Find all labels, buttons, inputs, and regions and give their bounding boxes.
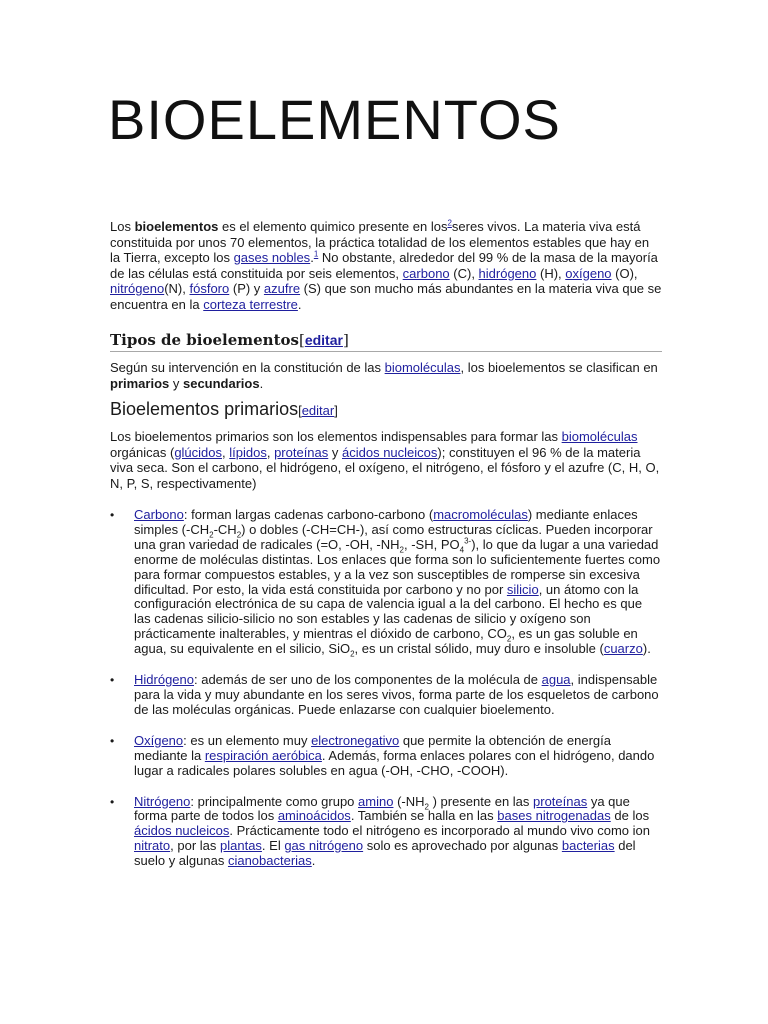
link-bacterias[interactable]: bacterias [561, 838, 615, 854]
link-proteinas[interactable]: proteínas [274, 444, 329, 460]
text: No obstante, alrededor del 99 % de la masa de la mayoría de las células está constituida por seis elementos, [110, 250, 658, 281]
link-cianobacterias[interactable]: cianobacterias [227, 853, 312, 869]
link-nitrogeno[interactable]: nitrógeno [110, 281, 165, 296]
link-cuarzo[interactable]: cuarzo [603, 641, 643, 657]
text: (C), [449, 265, 479, 281]
page-title: BIOELEMENTOS [108, 88, 561, 151]
edit-bracket: ] [334, 403, 338, 418]
text: seres vivos. La materia viva está constituida por unos 70 elementos, la práctica totalidad de los elementos estables que hay en la Tierra, excepto los [110, 219, 650, 265]
link-carbono[interactable]: Carbono [134, 507, 184, 522]
subscript: 2 [424, 802, 429, 812]
link-oxigeno[interactable]: Oxígeno [134, 732, 184, 748]
link-bases-nitrogenadas[interactable]: bases nitrogenadas [497, 808, 611, 824]
tipos-paragraph [110, 360, 662, 391]
link-aminoacidos[interactable]: aminoácidos [277, 808, 351, 824]
text: , es un cristal sólido, muy duro e insoluble ( [354, 641, 604, 657]
link-acidos-nucleicos[interactable]: ácidos nucleicos [134, 823, 230, 839]
link-macromoleculas[interactable]: macromoléculas [433, 507, 528, 522]
article-content [110, 219, 662, 885]
intro-paragraph [110, 219, 662, 312]
text: y [328, 444, 342, 460]
edit-link[interactable]: editar [304, 332, 343, 348]
text: . Además, forma enlaces polares con el hidrógeno, dando lugar a radicales polares solubles en agua (-OH, -CHO, -COOH). [134, 747, 655, 778]
link-agua[interactable]: agua [541, 672, 571, 688]
list-item-oxigeno [110, 734, 662, 779]
text: orgánicas ( [110, 444, 175, 460]
link-gases-nobles[interactable]: gases nobles [233, 250, 311, 265]
list-item-carbono [110, 508, 662, 657]
subscript: 2 [209, 530, 214, 540]
text: que permite la obtención de energía mediante la [134, 732, 611, 763]
link-biomoleculas[interactable]: biomoléculas [384, 360, 461, 375]
link-proteinas[interactable]: proteínas [533, 793, 588, 809]
text: del suelo y algunas [134, 838, 636, 869]
subscript: 2 [506, 634, 512, 644]
link-nitrogeno[interactable]: Nitrógeno [134, 793, 191, 809]
text: (O), [611, 265, 638, 281]
text: (-NH [393, 793, 425, 809]
bold-term: secundarios [182, 375, 260, 391]
text: solo es aprovechado por algunas [363, 838, 562, 854]
link-carbono[interactable]: carbono [402, 265, 450, 281]
edit-bracket: ] [342, 331, 349, 349]
text: de los [610, 808, 650, 824]
heading-text: Bioelementos primarios [110, 399, 299, 419]
text: y [169, 375, 183, 391]
text: : forman largas cadenas carbono-carbono ( [183, 507, 434, 522]
text: Los [110, 219, 135, 234]
superscript: 3- [464, 536, 472, 546]
link-hidrogeno[interactable]: hidrógeno [478, 265, 537, 281]
text: . El [261, 838, 285, 854]
link-electronegativo[interactable]: electronegativo [311, 732, 400, 748]
reference-link[interactable]: 2 [447, 218, 452, 228]
link-respiracion-aerobica[interactable]: respiración aeróbica [204, 747, 322, 763]
text: es el elemento quimico presente en los [218, 219, 448, 234]
text: , indispensable para la vida y muy abundante en los seres vivos, forma parte de los esqueletos de carbono de las moléculas orgánicas. Puede enlazarse con cualquier bioelemento. [134, 672, 659, 717]
text: : además de ser uno de los componentes de la molécula de [194, 672, 542, 688]
bullet-icon: • [110, 508, 115, 522]
text: . [297, 296, 302, 312]
link-acidos-nucleicos[interactable]: ácidos nucleicos [342, 444, 438, 460]
text: . [259, 375, 264, 391]
text: : principalmente como grupo [190, 793, 359, 809]
link-nitrato[interactable]: nitrato [134, 838, 171, 854]
text: (H), [536, 265, 566, 281]
text: , es un gas soluble en agua, su equivalente en el silicio, SiO [134, 626, 638, 657]
text: -CH [213, 521, 237, 537]
text: ) o dobles (-CH=CH-), así como estructuras cíclicas. Pueden incorporar una gran variedad de radicales (=O, -OH, -NH [134, 521, 653, 552]
link-silicio[interactable]: silicio [506, 581, 539, 597]
text: . [310, 250, 314, 265]
text: , [222, 444, 230, 460]
text: , un átomo con la configuración electrónica de su capa de valencia igual a la del carbono. El hecho es que las cadenas silicio-silicio no son estables y las cadenas de silicio y oxígeno son prácticamente inalterables, y mientras el dióxido de carbono, CO [134, 581, 643, 642]
text: ); constituyen el 96 % de la materia viva seca. Son el carbono, el hidrógeno, el oxígeno, el nitrógeno, el fósforo y el azufre (C, H, O, N, P, S, respectivamente) [110, 444, 660, 491]
reference-link[interactable]: 1 [313, 249, 319, 259]
text: . [311, 853, 316, 869]
edit-bracket: [ [298, 403, 302, 418]
link-fosforo[interactable]: fósforo [189, 281, 230, 296]
subscript: 4 [459, 545, 465, 555]
text: ) mediante enlaces simples (-CH [134, 507, 638, 537]
link-lipidos[interactable]: lípidos [229, 444, 267, 460]
text: Según su intervención en la constitución de las [110, 360, 385, 375]
text: (P) y [229, 281, 264, 296]
link-hidrogeno[interactable]: Hidrógeno [134, 672, 194, 688]
bold-term: bioelementos [134, 219, 219, 234]
link-gas-nitrogeno[interactable]: gas nitrógeno [284, 838, 364, 854]
section-heading-tipos [110, 330, 662, 352]
section-heading-primarios [110, 397, 662, 423]
link-biomoleculas[interactable]: biomoléculas [561, 429, 638, 444]
bold-term: primarios [110, 375, 170, 391]
text: (N), [164, 281, 190, 296]
link-plantas[interactable]: plantas [220, 838, 262, 854]
subscript: 2 [350, 649, 355, 659]
link-glucidos[interactable]: glúcidos [174, 444, 223, 460]
text: (S) que son mucho más abundantes en la materia viva que se encuentra en la [110, 281, 662, 312]
text: ), lo que da lugar a una variedad enorme de moléculas distintas. Los enlaces que forma son lo suficientemente fuertes como para formar compuestos estables, y a la vez son susceptibles de romperse sin excesiva dificultad. Por esto, la vida está constituida por carbono y no por [134, 536, 661, 597]
edit-link[interactable]: editar [301, 403, 335, 418]
text: : es un elemento muy [183, 732, 312, 748]
text: , [266, 444, 275, 460]
text: Los bioelementos primarios son los elementos indispensables para formar las [110, 429, 562, 444]
link-corteza-terrestre[interactable]: corteza terrestre [203, 296, 298, 312]
text: , por las [170, 838, 220, 854]
bullet-icon: • [110, 794, 115, 809]
bioelement-list [110, 508, 662, 869]
text: , los bioelementos se clasifican en [460, 360, 658, 375]
subscript: 2 [399, 545, 404, 555]
edit-bracket: [ [298, 331, 305, 349]
heading-text: Tipos de bioelementos [110, 331, 299, 349]
text: , -SH, PO [404, 536, 460, 552]
subscript: 2 [236, 530, 242, 540]
link-oxigeno[interactable]: oxígeno [565, 265, 612, 281]
link-amino[interactable]: amino [358, 793, 394, 809]
list-item-nitrogeno [110, 795, 662, 870]
list-item-hidrogeno [110, 673, 662, 718]
link-azufre[interactable]: azufre [263, 281, 301, 296]
bullet-icon: • [110, 733, 115, 748]
primarios-paragraph [110, 429, 662, 491]
text: ya que forma parte de todos los [134, 793, 630, 824]
text: ). [642, 641, 651, 657]
bullet-icon: • [110, 673, 115, 688]
text: ) presente en las [428, 793, 534, 809]
text: . También se halla en las [350, 808, 498, 824]
text: . Prácticamente todo el nitrógeno es incorporado al mundo vivo como ion [229, 823, 650, 839]
